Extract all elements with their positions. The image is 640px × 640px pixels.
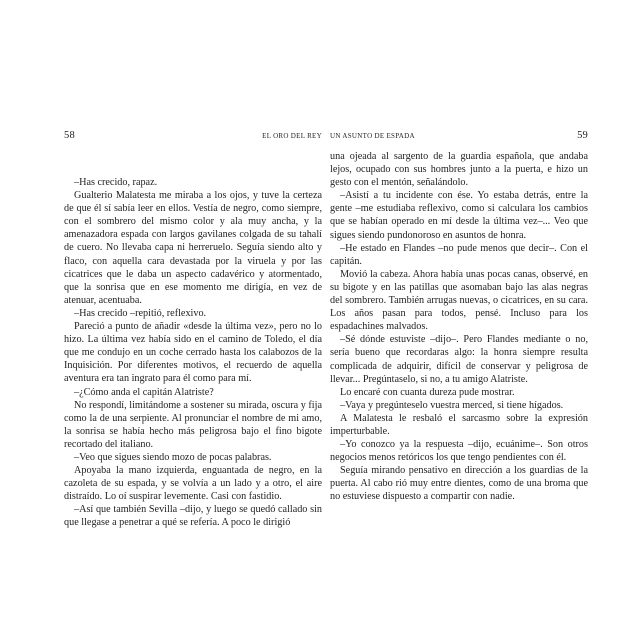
continued-paragraph: una ojeada al sargento de la guardia española, que andaba lejos, ocupado con sus hombres junto a la puerta, e hizo un gesto con el mentón, señalándolo. — [330, 151, 588, 189]
paragraph: –Así que también Sevilla –dijo, y luego se quedó callado sin que llegase a penetrar a qué se refería. A poco le dirigió — [64, 504, 322, 529]
paragraph: –¿Cómo anda el capitán Alatriste? — [74, 386, 214, 398]
paragraph: A Malatesta le resbaló el sarcasmo sobre la expresión imperturbable. — [330, 412, 588, 437]
paragraph: –Yo conozco ya la respuesta –dijo, ecuánime–. Son otros negocios menos retóricos los que tengo pendientes con él. — [330, 439, 588, 464]
left-running-head — [64, 128, 322, 144]
paragraph: Movió la cabeza. Ahora había unas pocas canas, observé, en su bigote y en las patillas que asomaban bajo las alas negras del sombrero. También arrugas nuevas, o cicatrices, en su cara. Los años pasan para todos, pensé. Incluso para los espadachines malvados. — [330, 268, 588, 333]
paragraph: –Veo que sigues siendo mozo de pocas palabras. — [74, 451, 272, 463]
paragraph: Pareció a punto de añadir «desde la última vez», pero no lo hizo. La última vez había sido en el camino de Toledo, el día que me condujo en un coche cerrado hasta los calabozos de la Inquisición. Por diferentes motivos, el recuerdo de aquella aventura era tan ingrato para él como para mí. — [64, 321, 322, 385]
left-page-number: 58 — [64, 130, 75, 141]
paragraph: No respondí, limitándome a sostener su mirada, oscura y fija como la de una serpiente. Al pronunciar el nombre de mi amo, la sonrisa se había hecho más peligrosa bajo el fino bigote recortado del italiano. — [64, 399, 322, 450]
paragraph: Lo encaré con cuanta dureza pude mostrar. — [340, 386, 515, 398]
left-body-text — [64, 176, 322, 530]
paragraph: –Vaya y pregúnteselo vuestra merced, si tiene hígados. — [340, 399, 564, 411]
right-page — [330, 128, 588, 504]
left-page — [64, 128, 322, 530]
left-running-head-title: EL ORO DEL REY — [262, 132, 322, 140]
paragraph: –He estado en Flandes –no pude menos que decir–. Con el capitán. — [330, 242, 588, 267]
paragraph: –Has crecido –repitió, reflexivo. — [74, 307, 207, 319]
paragraph: Gualterio Malatesta me miraba a los ojos, y tuve la certeza de que él sí sabía leer en ellos. Vestía de negro, como siempre, con el sombrero del mismo color y ala muy ancha, y la amenazadora espada con largos gavilanes colgada de su tahalí de cuero. No llevaba capa ni herreruelo. Seguía siendo alto y flaco, con aquella cara devastada por la viruela y por las cicatrices que le daba un aspecto cadavérico y atormentado, que la sonrisa que en ese momento me dirigía, en vez de atenuar, acentuaba. — [64, 190, 322, 306]
right-running-head-title: UN ASUNTO DE ESPADA — [330, 132, 415, 140]
paragraph: –Has crecido, rapaz. — [74, 177, 158, 188]
right-body-text — [330, 150, 588, 504]
paragraph: –Asistí a tu incidente con ése. Yo estaba detrás, entre la gente –me estudiaba reflexivo, como si calculara los cambios que se habían operado en mí desde la última vez–... Veo que sigues siendo pundonoroso en asuntos de honra. — [330, 190, 588, 241]
paragraph: Apoyaba la mano izquierda, enguantada de negro, en la cazoleta de su espada, y se volvía a un lado y a otro, el aire distraído. Lo oí suspirar levemente. Casi con fastidio. — [64, 465, 322, 503]
paragraph: –Sé dónde estuviste –dijo–. Pero Flandes mediante o no, sería bueno que recordaras algo: la honra siempre resulta complicada de adquirir, difícil de conservar y peligrosa de llevar... Pregúntaselo, si no, a tu amigo Alatriste. — [330, 334, 588, 385]
right-running-head — [330, 128, 588, 144]
paragraph: Seguía mirando pensativo en dirección a los guardias de la puerta. Al cabo rió muy entre dientes, como de una broma que no estuviese dispuesto a compartir con nadie. — [330, 465, 588, 503]
right-page-number: 59 — [577, 130, 588, 141]
